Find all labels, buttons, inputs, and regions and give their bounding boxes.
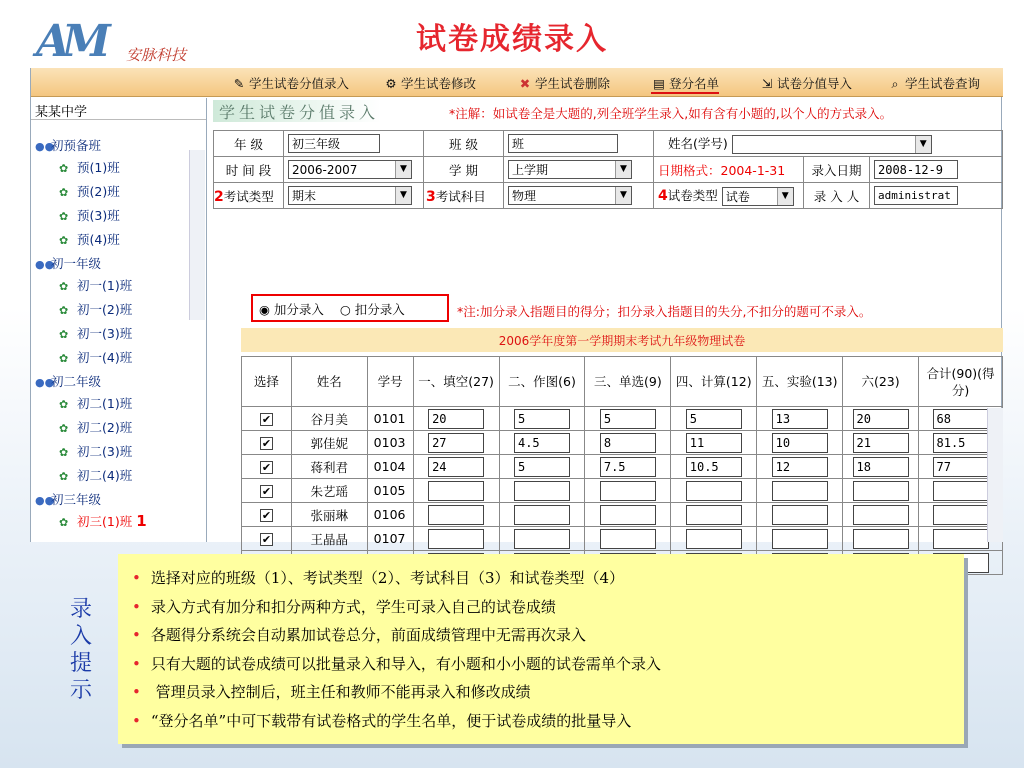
score-input[interactable] xyxy=(772,481,828,501)
sidebar-class[interactable]: ✿ 预(3)班 xyxy=(59,208,120,223)
score-table xyxy=(241,356,1003,575)
row-checkbox[interactable] xyxy=(242,479,292,503)
score-cell xyxy=(499,431,585,455)
score-input[interactable]: 7.5 xyxy=(600,457,656,477)
tips-label: 录入提示 xyxy=(69,597,92,703)
table-row xyxy=(242,527,1003,551)
check-icon: ✔ xyxy=(261,413,272,426)
sidebar xyxy=(31,98,207,542)
score-input[interactable] xyxy=(853,505,909,525)
table-scrollbar[interactable] xyxy=(987,408,1003,542)
score-input[interactable]: 18 xyxy=(853,457,909,477)
student-name: 朱艺瑶 xyxy=(291,479,367,503)
score-cell xyxy=(671,455,757,479)
score-input[interactable] xyxy=(514,529,570,549)
score-input[interactable] xyxy=(514,481,570,501)
logo-name: 安脉科技 xyxy=(126,46,187,64)
score-cell xyxy=(499,479,585,503)
entry-person-field[interactable]: administrat xyxy=(874,186,958,205)
score-cell xyxy=(757,431,843,455)
users-icon: ●● xyxy=(35,258,55,271)
table-row xyxy=(242,407,1003,431)
tip-item: • 只有大题的试卷成绩可以批量录入和导入，有小题和小小题的试卷需单个录入 xyxy=(132,650,950,679)
score-cell xyxy=(757,503,843,527)
radio-add[interactable]: ◉ 加分录入 xyxy=(259,302,324,317)
student-label: 姓名(学号) xyxy=(668,135,728,151)
step-marker-1: 1 xyxy=(136,512,147,530)
table-row xyxy=(242,503,1003,527)
class-icon: ✿ xyxy=(59,186,69,199)
row-checkbox[interactable] xyxy=(242,455,292,479)
score-input[interactable] xyxy=(686,529,742,549)
col-select: 选择 xyxy=(242,357,292,407)
entry-mode-note: *注:加分录入指题目的得分；扣分录入指题目的失分,不扣分的题可不录入。 xyxy=(457,304,872,319)
sidebar-grade-prep[interactable]: ●●初预备班 xyxy=(35,138,102,153)
score-input[interactable]: 13 xyxy=(772,409,828,429)
row-checkbox[interactable] xyxy=(242,527,292,551)
tip-item: • 管理员录入控制后，班主任和教师不能再录入和修改成绩 xyxy=(132,678,950,707)
class-icon: ✿ xyxy=(59,210,69,223)
section-title: 学生试卷分值录入 xyxy=(213,100,381,122)
score-input[interactable]: 5 xyxy=(514,409,570,429)
score-input[interactable] xyxy=(686,481,742,501)
student-name: 谷月美 xyxy=(291,407,367,431)
entry-date-field[interactable]: 2008-12-9 xyxy=(874,160,958,179)
class-icon: ✿ xyxy=(59,422,69,435)
subject-select[interactable]: 物理 ▼ xyxy=(508,186,632,205)
sidebar-class[interactable]: ✿ 初二(3)班 xyxy=(59,444,133,459)
toolbar-item-delete[interactable]: ✖ 学生试卷删除 xyxy=(517,74,610,92)
score-cell xyxy=(843,455,919,479)
score-input[interactable]: 11 xyxy=(686,433,742,453)
score-cell xyxy=(585,455,671,479)
score-cell xyxy=(499,455,585,479)
entry-mode-group xyxy=(259,300,405,318)
score-input[interactable] xyxy=(428,529,484,549)
score-cell xyxy=(499,527,585,551)
subject-label: 考试科目 xyxy=(435,188,486,204)
tip-item: • 各题得分系统会自动累加试卷总分，前面成绩管理中无需再次录入 xyxy=(132,621,950,650)
student-id: 0101 xyxy=(367,407,413,431)
sidebar-grade-1[interactable]: ●●初一年级 xyxy=(35,256,102,271)
col-q2: 二、作图(6) xyxy=(499,357,585,407)
page-title: 试卷成绩录入 xyxy=(416,22,608,57)
class-icon: ✿ xyxy=(59,352,69,365)
entry-person-label: 录 入 人 xyxy=(804,183,870,209)
score-input[interactable] xyxy=(772,505,828,525)
class-icon: ✿ xyxy=(59,162,69,175)
score-input[interactable]: 77 xyxy=(933,457,989,477)
class-icon: ✿ xyxy=(59,304,69,317)
col-id: 学号 xyxy=(367,357,413,407)
score-input[interactable]: 81.5 xyxy=(933,433,989,453)
sidebar-scrollbar[interactable] xyxy=(189,150,205,320)
score-input[interactable] xyxy=(853,481,909,501)
score-cell xyxy=(413,479,499,503)
score-input[interactable]: 5 xyxy=(514,457,570,477)
student-id: 0107 xyxy=(367,527,413,551)
score-input[interactable]: 27 xyxy=(428,433,484,453)
filter-form xyxy=(213,130,1003,209)
radio-subtract[interactable]: ○ 扣分录入 xyxy=(339,302,405,317)
col-name: 姓名 xyxy=(291,357,367,407)
check-icon: ✔ xyxy=(261,437,272,450)
score-input[interactable]: 24 xyxy=(428,457,484,477)
sidebar-school[interactable]: 某某中学 xyxy=(31,98,206,120)
sidebar-class[interactable]: ✿ 预(4)班 xyxy=(59,232,120,247)
score-input[interactable] xyxy=(933,505,989,525)
table-header xyxy=(242,357,1003,407)
row-checkbox[interactable] xyxy=(242,431,292,455)
term-label: 学 期 xyxy=(424,157,504,183)
table-row xyxy=(242,431,1003,455)
score-input[interactable]: 20 xyxy=(428,409,484,429)
score-input[interactable]: 10.5 xyxy=(686,457,742,477)
score-input[interactable] xyxy=(600,505,656,525)
search-icon: ⌕ xyxy=(891,76,899,91)
dropdown-arrow-icon: ▼ xyxy=(915,136,931,153)
toolbar-item-import[interactable]: ⇲ 试卷分值导入 xyxy=(759,74,852,92)
tips-panel xyxy=(118,554,964,744)
score-input[interactable] xyxy=(600,529,656,549)
sidebar-class[interactable]: ✿ 预(1)班 xyxy=(59,160,120,175)
student-id: 0103 xyxy=(367,431,413,455)
list-icon: ▤ xyxy=(653,76,665,91)
score-input[interactable]: 10 xyxy=(772,433,828,453)
score-cell xyxy=(413,431,499,455)
entry-date-label: 录入日期 xyxy=(804,157,870,183)
paper-type-label: 试卷类型 xyxy=(667,187,718,203)
toolbar-item-query[interactable]: ⌕ 学生试卷查询 xyxy=(887,74,980,92)
check-icon: ✔ xyxy=(261,461,272,474)
class-icon: ✿ xyxy=(59,234,69,247)
users-icon: ●● xyxy=(35,376,55,389)
score-cell xyxy=(585,503,671,527)
student-id: 0104 xyxy=(367,455,413,479)
class-icon: ✿ xyxy=(59,280,69,293)
score-input[interactable]: 12 xyxy=(772,457,828,477)
score-cell xyxy=(843,431,919,455)
step-marker-4: 4 xyxy=(658,187,668,204)
score-input[interactable]: 5 xyxy=(686,409,742,429)
step-marker-3: 3 xyxy=(426,188,436,205)
student-name: 张丽琳 xyxy=(291,503,367,527)
score-input[interactable] xyxy=(600,481,656,501)
class-icon: ✿ xyxy=(59,446,69,459)
score-input[interactable]: 5 xyxy=(600,409,656,429)
score-input[interactable] xyxy=(933,481,989,501)
import-icon: ⇲ xyxy=(761,76,773,91)
sidebar-class[interactable]: ✿ 初二(1)班 xyxy=(59,396,133,411)
col-q5: 五、实验(13) xyxy=(757,357,843,407)
toolbar-item-score-entry[interactable]: ✎ 学生试卷分值录入 xyxy=(231,74,349,92)
sidebar-class[interactable]: ✿ 初一(4)班 xyxy=(59,350,133,365)
row-checkbox[interactable] xyxy=(242,407,292,431)
score-cell xyxy=(413,407,499,431)
dropdown-arrow-icon: ▼ xyxy=(777,188,793,205)
col-q4: 四、计算(12) xyxy=(671,357,757,407)
check-icon: ✔ xyxy=(261,509,272,522)
score-cell xyxy=(585,527,671,551)
score-cell xyxy=(843,479,919,503)
sidebar-class[interactable]: ✿ 初二(2)班 xyxy=(59,420,133,435)
score-input[interactable] xyxy=(514,505,570,525)
score-cell xyxy=(671,503,757,527)
score-cell xyxy=(843,407,919,431)
dropdown-arrow-icon: ▼ xyxy=(395,187,411,204)
student-id: 0105 xyxy=(367,479,413,503)
score-cell xyxy=(843,503,919,527)
gear-icon: ⚙ xyxy=(385,76,397,91)
dropdown-arrow-icon: ▼ xyxy=(615,161,631,178)
score-input[interactable] xyxy=(686,505,742,525)
score-cell xyxy=(413,503,499,527)
score-input[interactable]: 4.5 xyxy=(514,433,570,453)
sidebar-class[interactable]: ✿ 初一(3)班 xyxy=(59,326,133,341)
class-icon: ✿ xyxy=(59,516,69,529)
toolbar xyxy=(31,68,1003,97)
score-cell xyxy=(671,479,757,503)
logo-mark: AM xyxy=(36,16,103,67)
student-name: 王晶晶 xyxy=(291,527,367,551)
score-cell xyxy=(757,455,843,479)
col-total: 合计(90)(得分) xyxy=(919,357,1003,407)
score-cell xyxy=(757,527,843,551)
score-input[interactable] xyxy=(428,505,484,525)
class-field[interactable] xyxy=(508,134,618,153)
check-icon: ✔ xyxy=(261,533,272,546)
delete-icon: ✖ xyxy=(519,76,531,91)
exam-type-select[interactable]: 期末 ▼ xyxy=(288,186,412,205)
grade-label: 年 级 xyxy=(214,131,284,157)
class-value: 班 xyxy=(512,137,525,151)
check-icon: ✔ xyxy=(261,485,272,498)
score-input[interactable] xyxy=(772,529,828,549)
class-label: 班 级 xyxy=(424,131,504,157)
score-input[interactable]: 8 xyxy=(600,433,656,453)
student-id: 0106 xyxy=(367,503,413,527)
score-cell xyxy=(671,431,757,455)
score-cell xyxy=(843,527,919,551)
score-cell xyxy=(413,527,499,551)
row-checkbox[interactable] xyxy=(242,503,292,527)
class-icon: ✿ xyxy=(59,328,69,341)
score-cell xyxy=(757,479,843,503)
sidebar-grade-2[interactable]: ●●初二年级 xyxy=(35,374,102,389)
sidebar-class[interactable]: ✿ 预(2)班 xyxy=(59,184,120,199)
table-row xyxy=(242,455,1003,479)
period-label: 时 间 段 xyxy=(214,157,284,183)
date-format-hint: 日期格式：2004-1-31 xyxy=(654,157,804,183)
sidebar-class-selected[interactable]: ✿ 初三(1)班 1 xyxy=(59,512,147,530)
dropdown-arrow-icon: ▼ xyxy=(615,187,631,204)
class-icon: ✿ xyxy=(59,470,69,483)
table-row xyxy=(242,479,1003,503)
col-q1: 一、填空(27) xyxy=(413,357,499,407)
paper-type-select[interactable]: 试卷 ▼ xyxy=(722,187,794,206)
app-screenshot xyxy=(30,68,1002,547)
tip-item: • 选择对应的班级（1）、考试类型（2）、考试科目（3）和试卷类型（4） xyxy=(132,564,950,593)
sidebar-class[interactable]: ✿ 初一(2)班 xyxy=(59,302,133,317)
score-input[interactable]: 68 xyxy=(933,409,989,429)
tip-item: • “登分名单”中可下载带有试卷格式的学生名单，便于试卷成绩的批量导入 xyxy=(132,707,950,736)
score-cell xyxy=(499,503,585,527)
score-cell xyxy=(499,407,585,431)
score-cell xyxy=(585,407,671,431)
pen-icon: ✎ xyxy=(233,76,245,91)
toolbar-item-modify[interactable]: ⚙ 学生试卷修改 xyxy=(383,74,476,92)
score-input[interactable] xyxy=(933,529,989,549)
sidebar-grade-3[interactable]: ●●初三年级 xyxy=(35,492,102,507)
class-icon: ✿ xyxy=(59,398,69,411)
main-panel xyxy=(209,98,1003,547)
users-icon: ●● xyxy=(35,140,55,153)
term-select[interactable]: 上学期 ▼ xyxy=(508,160,632,179)
tip-item: • 录入方式有加分和扣分两种方式，学生可录入自己的试卷成绩 xyxy=(132,593,950,622)
score-cell xyxy=(757,407,843,431)
exam-title-bar xyxy=(241,328,1003,352)
col-q3: 三、单选(9) xyxy=(585,357,671,407)
score-cell xyxy=(671,527,757,551)
score-input[interactable]: 21 xyxy=(853,433,909,453)
student-select[interactable] xyxy=(732,135,932,154)
step-marker-2: 2 xyxy=(214,188,224,205)
student-name: 蒋利君 xyxy=(291,455,367,479)
score-input[interactable]: 20 xyxy=(853,409,909,429)
period-select[interactable]: 2006-2007 ▼ xyxy=(288,160,412,179)
entry-note: *注解：如试卷全是大题的,列全班学生录入,如有含有小题的,以个人的方式录入。 xyxy=(449,106,893,121)
exam-type-label: 考试类型 xyxy=(223,188,274,204)
sidebar-class[interactable]: ✿ 初一(1)班 xyxy=(59,278,133,293)
score-cell xyxy=(671,407,757,431)
users-icon: ●● xyxy=(35,494,55,507)
student-name: 郭佳妮 xyxy=(291,431,367,455)
score-cell xyxy=(585,431,671,455)
score-cell xyxy=(585,479,671,503)
dropdown-arrow-icon: ▼ xyxy=(395,161,411,178)
score-input[interactable] xyxy=(853,529,909,549)
score-input[interactable] xyxy=(428,481,484,501)
toolbar-item-roster[interactable]: ▤ 登分名单 xyxy=(651,74,719,94)
exam-title: 2006学年度第一学期期末考试九年级物理试卷 xyxy=(498,334,746,348)
col-q6: 六(23) xyxy=(843,357,919,407)
score-cell xyxy=(413,455,499,479)
sidebar-class[interactable]: ✿ 初二(4)班 xyxy=(59,468,133,483)
grade-field[interactable]: 初三年级 xyxy=(288,134,380,153)
